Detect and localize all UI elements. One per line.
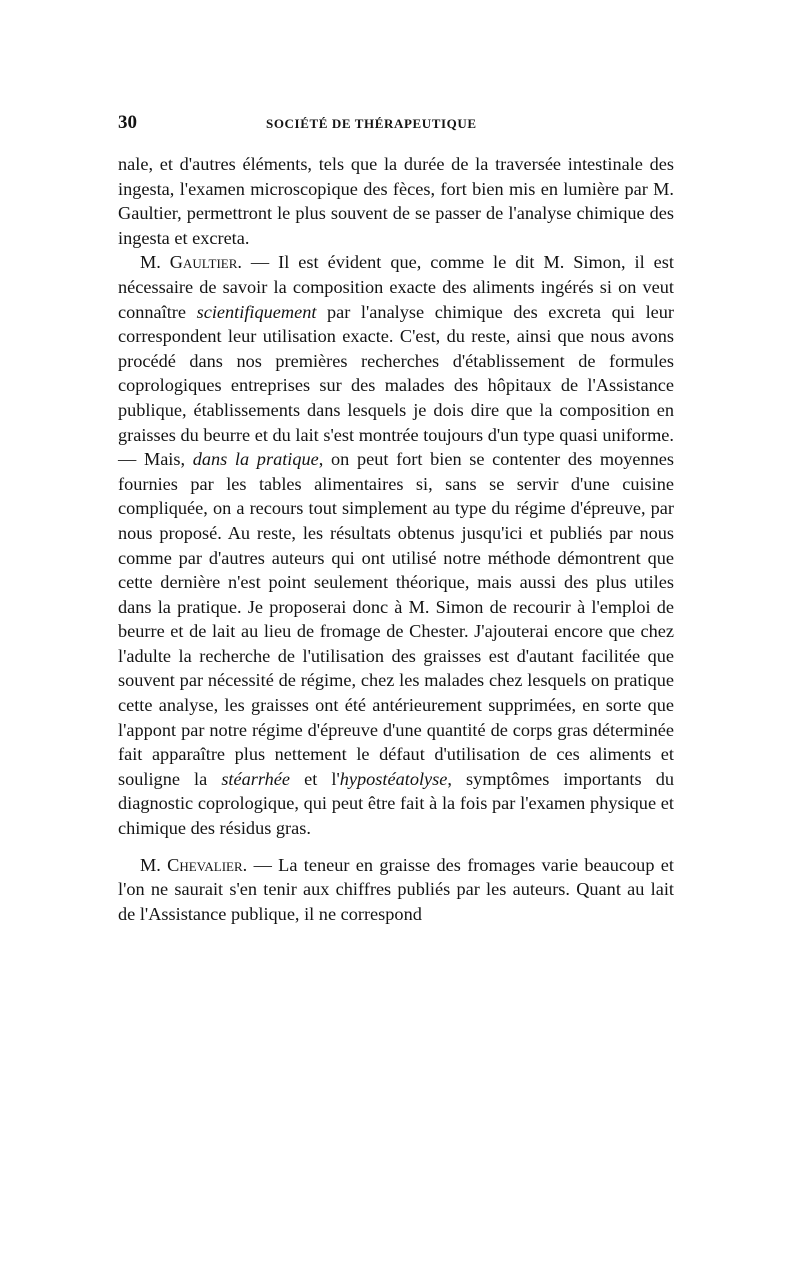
paragraph-chevalier — [118, 853, 674, 927]
paragraph-gaultier — [118, 250, 674, 840]
page-number: 30 — [118, 112, 137, 133]
italic-text: stéarrhée — [221, 768, 291, 789]
paragraph-text: par l'analyse chimique des excreta qui leur correspondent leur utilisation exacte. C'est, du reste, ainsi que nous avons procédé dans nos premières recherches d'établissement de formules coprologiques entreprises sur des malades des hôpitaux de l'Assistance publique, établissements dans lesquels je dois dire que la composition en graisses du beurre et du lait s'est montrée toujours d'un type quasi uniforme. — Mais, — [118, 301, 674, 470]
paragraph-text: — Il est évident que, comme le dit M. Simon, il est nécessaire de savoir la composition exacte des aliments ingérés si on veut connaître — [118, 252, 674, 322]
paragraph-text: — La teneur en graisse des fromages varie beaucoup et l'on ne saurait s'en tenir aux chiffres publiés par les auteurs. Quant au lait de l'Assistance publique, il ne correspond — [118, 854, 674, 924]
speaker-name: M. Chevalier. — [140, 854, 248, 875]
paragraph-text: nale, et d'autres éléments, tels que la durée de la traversée intestinale des ingesta, l'examen microscopique des fèces, fort bien mis en lumière par M. Gaultier, permettront le plus souvent de se passer de l'analyse chimique des ingesta et excreta. — [118, 154, 674, 248]
document-page — [118, 112, 674, 926]
speaker-name: M. Gaultier. — [140, 252, 242, 273]
page-header — [118, 112, 674, 138]
paragraph-text: , symptômes importants du diagnostic coprologique, qui peut être fait à la fois par l'examen physique et chimique des résidus gras. — [118, 768, 674, 839]
paragraph-text: , on peut fort bien se contenter des moyennes fournies par les tables alimentaires si, sans se servir d'une cuisine compliquée, on a recours tout simplement au type du régime d'épreuve, par nous proposé. Au reste, les résultats obtenus jusqu'ici et publiés par nous comme par d'autres auteurs qui ont utilisé notre méthode démontrent que cette dernière n'est point seulement théorique, mais aussi des plus utiles dans la pratique. Je proposerai donc à M. Simon de recourir à l'emploi de beurre et de lait au lieu de fromage de Chester. J'ajouterai encore que chez l'adulte la recherche de l'utilisation des graisses est d'autant facilitée que souvent par nécessité de régime, chez les malades chez lesquels on pratique cette analyse, les graisses ont été antérieurement supprimées, en sorte que l'appont par notre régime d'épreuve d'une quantité de corps gras déterminée fait apparaître plus nettement le défaut d'utilisation de ces aliments et souligne la — [118, 449, 674, 789]
italic-text: hypostéatolyse — [339, 768, 448, 789]
italic-text: scientifiquement — [196, 301, 317, 322]
paragraph-continuation — [118, 152, 674, 250]
running-title: SOCIÉTÉ DE THÉRAPEUTIQUE — [266, 116, 477, 131]
italic-text: dans la pratique — [192, 449, 319, 470]
paragraph-text: et l' — [290, 768, 340, 789]
body-text — [118, 152, 674, 926]
